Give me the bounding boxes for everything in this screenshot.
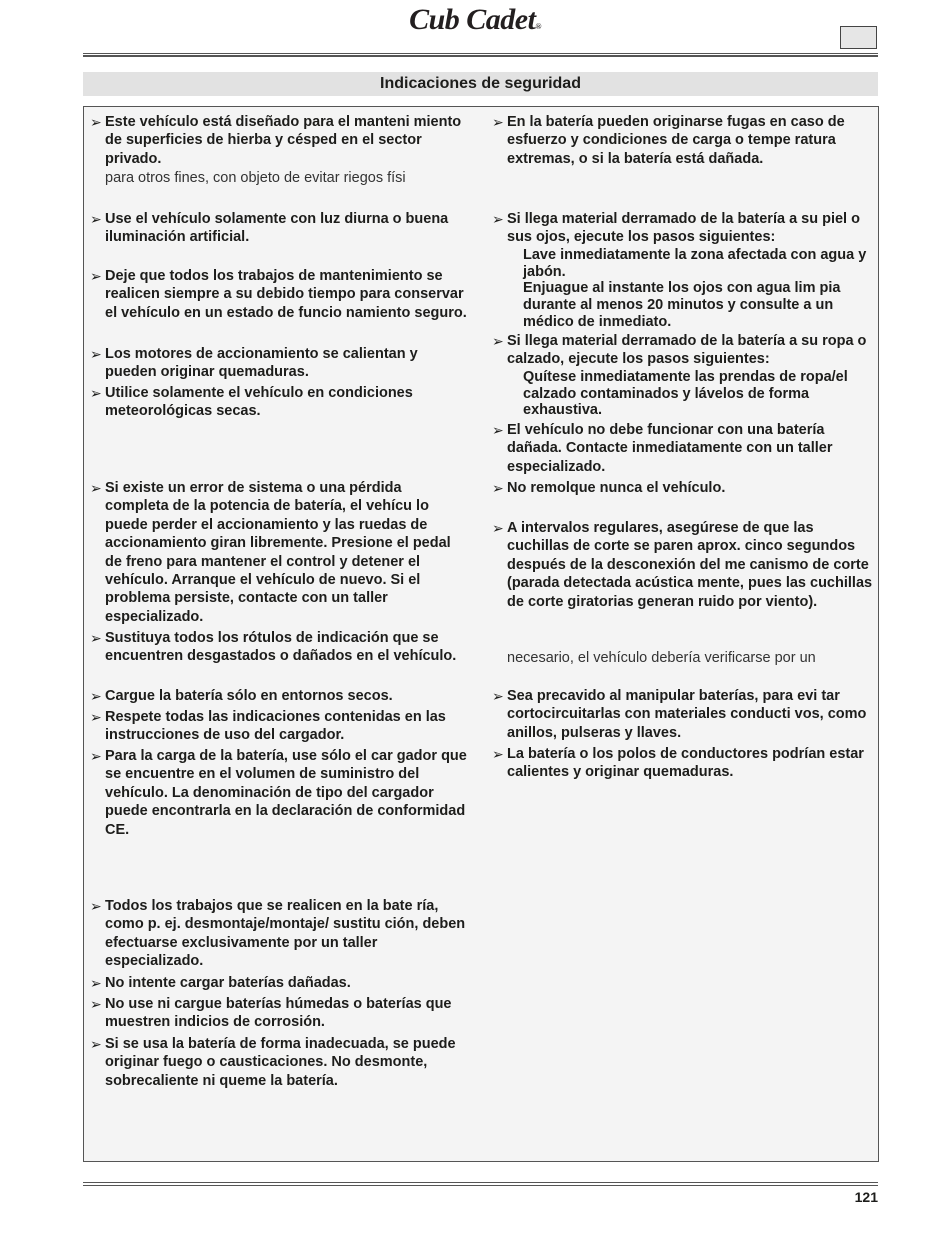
list-item: ➢ Sustituya todos los rótulos de indicación que se encuentren desgastados o dañados en el vehículo. bbox=[90, 630, 457, 665]
page-number: 121 bbox=[854, 1189, 878, 1205]
list-item: ➢ El vehículo no debe funcionar con una batería dañada. Contacte inmediatamente con un taller especializado. bbox=[492, 422, 833, 475]
arrow-bullet-icon: ➢ bbox=[492, 422, 504, 438]
arrow-bullet-icon: ➢ bbox=[90, 480, 102, 496]
list-item: ➢ Los motores de accionamiento se calientan y pueden originar quemaduras. bbox=[90, 346, 418, 381]
arrow-bullet-icon: ➢ bbox=[90, 114, 102, 130]
arrow-bullet-icon: ➢ bbox=[90, 385, 102, 401]
arrow-bullet-icon: ➢ bbox=[90, 1036, 102, 1052]
list-item: ➢ Utilice solamente el vehículo en condiciones meteorológicas secas. bbox=[90, 385, 413, 420]
arrow-bullet-icon: ➢ bbox=[492, 746, 504, 762]
sub-step: Quítese inmediatamente las prendas de ropa/el calzado contaminados y lávelos de forma exhaustiva. bbox=[523, 368, 848, 419]
list-item: ➢ A intervalos regulares, asegúrese de que las cuchillas de corte se paren aprox. cinco segundos después de la desconexión del me canismo de corte (parada detectada acústica mente, pues las cuchillas de corte giratorias generan ruido por viento). bbox=[492, 520, 873, 610]
arrow-bullet-icon: ➢ bbox=[90, 211, 102, 227]
safety-content-box bbox=[83, 106, 879, 1162]
list-item: ➢ Si llega material derramado de la batería a su ropa o calzado, ejecute los pasos siguientes: Quítese inmediatamente las prendas de ropa/el calzado contaminados y lávelos de forma exhaustiva. bbox=[492, 332, 874, 419]
arrow-bullet-icon: ➢ bbox=[90, 709, 102, 725]
arrow-bullet-icon: ➢ bbox=[90, 898, 102, 914]
list-item: ➢ No intente cargar baterías dañadas. bbox=[90, 975, 351, 991]
footer-rule-bottom bbox=[83, 1185, 878, 1186]
arrow-bullet-icon: ➢ bbox=[90, 346, 102, 362]
arrow-bullet-icon: ➢ bbox=[492, 480, 504, 496]
list-item: ➢ Si llega material derramado de la batería a su piel o sus ojos, ejecute los pasos siguientes: Lave inmediatamente la zona afectada con agua y jabón. Enjuague al instante los ojos con agua lim pia durante al menos 20 minutos y consulte a un médico de inmediato. bbox=[492, 210, 874, 331]
list-item: ➢ En la batería pueden originarse fugas en caso de esfuerzo y condiciones de carga o tempe ratura extremas, o si la batería está dañada. bbox=[492, 114, 845, 167]
arrow-bullet-icon: ➢ bbox=[90, 748, 102, 764]
header-rule-bottom bbox=[83, 55, 878, 57]
list-item: ➢ No use ni cargue baterías húmedas o baterías que muestren indicios de corrosión. bbox=[90, 996, 452, 1031]
list-item: ➢ Sea precavido al manipular baterías, para evi tar cortocircuitarlas con materiales conducti vos, como anillos, pulseras y llaves. bbox=[492, 688, 867, 741]
note-text: para otros fines, con objeto de evitar riegos físi bbox=[105, 170, 406, 186]
header-rule-top bbox=[83, 53, 878, 54]
list-item: ➢ Para la carga de la batería, use sólo el car gador que se encuentre en el volumen de suministro del vehículo. La denominación de tipo del cargador puede encontrarla en la declaración de conformidad CE. bbox=[90, 748, 467, 838]
sub-step: Enjuague al instante los ojos con agua lim pia durante al menos 20 minutos y consulte a un médico de inmediato. bbox=[523, 280, 841, 330]
chapter-tab-marker bbox=[840, 26, 877, 49]
list-item: ➢ No remolque nunca el vehículo. bbox=[492, 480, 726, 496]
arrow-bullet-icon: ➢ bbox=[90, 975, 102, 991]
arrow-bullet-icon: ➢ bbox=[492, 114, 504, 130]
sub-step: Lave inmediatamente la zona afectada con agua y jabón. bbox=[523, 246, 867, 280]
list-item: ➢ Use el vehículo solamente con luz diurna o buena iluminación artificial. bbox=[90, 211, 449, 246]
list-item: ➢ La batería o los polos de conductores podrían estar calientes y originar quemaduras. bbox=[492, 746, 864, 781]
arrow-bullet-icon: ➢ bbox=[90, 268, 102, 284]
arrow-bullet-icon: ➢ bbox=[90, 996, 102, 1012]
arrow-bullet-icon: ➢ bbox=[90, 688, 102, 704]
list-item: ➢ Deje que todos los trabajos de mantenimiento se realicen siempre a su debido tiempo para conservar el vehículo en un estado de funcio namiento seguro. bbox=[90, 268, 467, 321]
list-item: ➢ Si se usa la batería de forma inadecuada, se puede originar fuego o causticaciones. No desmonte, sobrecaliente ni queme la batería. bbox=[90, 1036, 456, 1089]
arrow-bullet-icon: ➢ bbox=[492, 333, 504, 349]
list-item: ➢ Si existe un error de sistema o una pérdida completa de la potencia de batería, el vehícu lo puede perder el accionamiento y las ruedas de accionamiento giran libremente. Presione el pedal de freno para mantener el control y detener el vehículo. Arranque el vehículo de nuevo. Si el problema persiste, contacte con un taller especializado. bbox=[90, 480, 451, 625]
arrow-bullet-icon: ➢ bbox=[492, 211, 504, 227]
arrow-bullet-icon: ➢ bbox=[492, 520, 504, 536]
arrow-bullet-icon: ➢ bbox=[492, 688, 504, 704]
footer-rule-top bbox=[83, 1182, 878, 1183]
arrow-bullet-icon: ➢ bbox=[90, 630, 102, 646]
cub-cadet-logo: Cub Cadet® bbox=[409, 3, 541, 36]
list-item: ➢ Este vehículo está diseñado para el manteni miento de superficies de hierba y césped en el sector privado. bbox=[90, 114, 462, 167]
list-item: ➢ Respete todas las indicaciones contenidas en las instrucciones de uso del cargador. bbox=[90, 709, 446, 744]
list-item: ➢ Cargue la batería sólo en entornos secos. bbox=[90, 688, 393, 704]
note-text: necesario, el vehículo debería verificarse por un bbox=[507, 650, 816, 666]
section-title: Indicaciones de seguridad bbox=[83, 72, 878, 96]
list-item: ➢ Todos los trabajos que se realicen en la bate ría, como p. ej. desmontaje/montaje/ sustitu ción, deben efectuarse exclusivamente por un taller especializado. bbox=[90, 898, 466, 970]
